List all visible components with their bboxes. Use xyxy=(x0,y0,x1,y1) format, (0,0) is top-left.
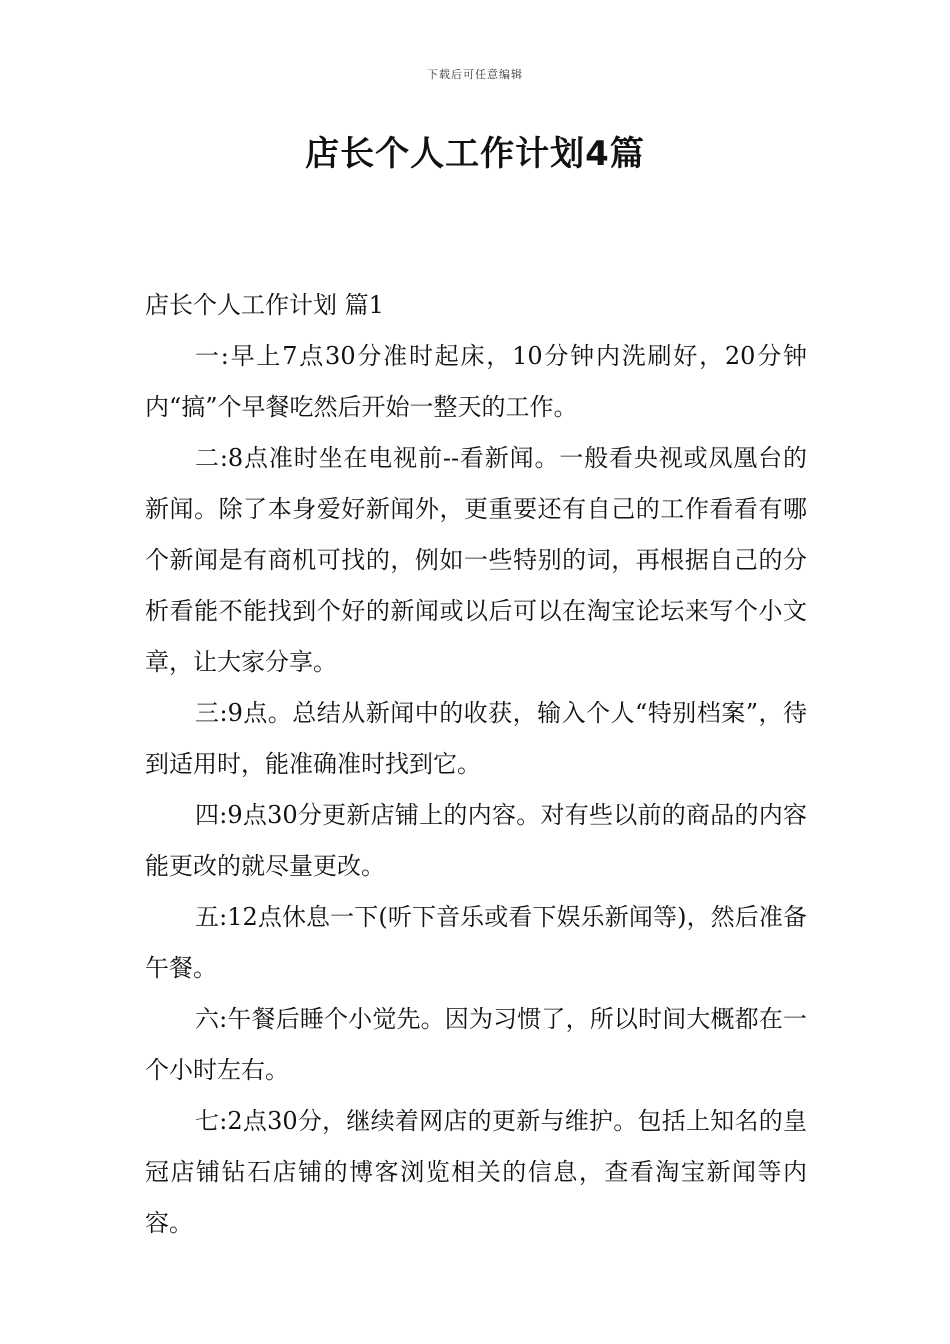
paragraph-1: 一:早上7点30分准时起床，10分钟内洗刷好，20分钟内“搞”个早餐吃然后开始一整天的工作。 xyxy=(145,342,807,421)
document-body xyxy=(145,280,807,1249)
document-title: 店长个人工作计划4篇 xyxy=(305,134,645,174)
paragraph-2: 二:8点准时坐在电视前--看新闻。一般看央视或凤凰台的新闻。除了本身爱好新闻外，更重要还有自己的工作看看有哪个新闻是有商机可找的，例如一些特别的词，再根据自己的分析看能不能找到个好的新闻或以后可以在淘宝论坛来写个小文章，让大家分享。 xyxy=(145,444,807,676)
paragraph-6: 六:午餐后睡个小觉先。因为习惯了，所以时间大概都在一个小时左右。 xyxy=(145,1005,807,1084)
paragraph-3: 三:9点。总结从新闻中的收获，输入个人“特别档案”，待到适用时，能准确准时找到它。 xyxy=(145,699,807,778)
paragraph-7: 七:2点30分，继续着网店的更新与维护。包括上知名的皇冠店铺钻石店铺的博客浏览相关的信息，查看淘宝新闻等内容。 xyxy=(145,1107,807,1237)
header-note: 下载后可任意编辑 xyxy=(427,68,523,81)
paragraph-4: 四:9点30分更新店铺上的内容。对有些以前的商品的内容能更改的就尽量更改。 xyxy=(145,801,807,880)
section-heading: 店长个人工作计划 篇1 xyxy=(145,291,384,319)
paragraph-5: 五:12点休息一下(听下音乐或看下娱乐新闻等)，然后准备午餐。 xyxy=(145,903,807,982)
